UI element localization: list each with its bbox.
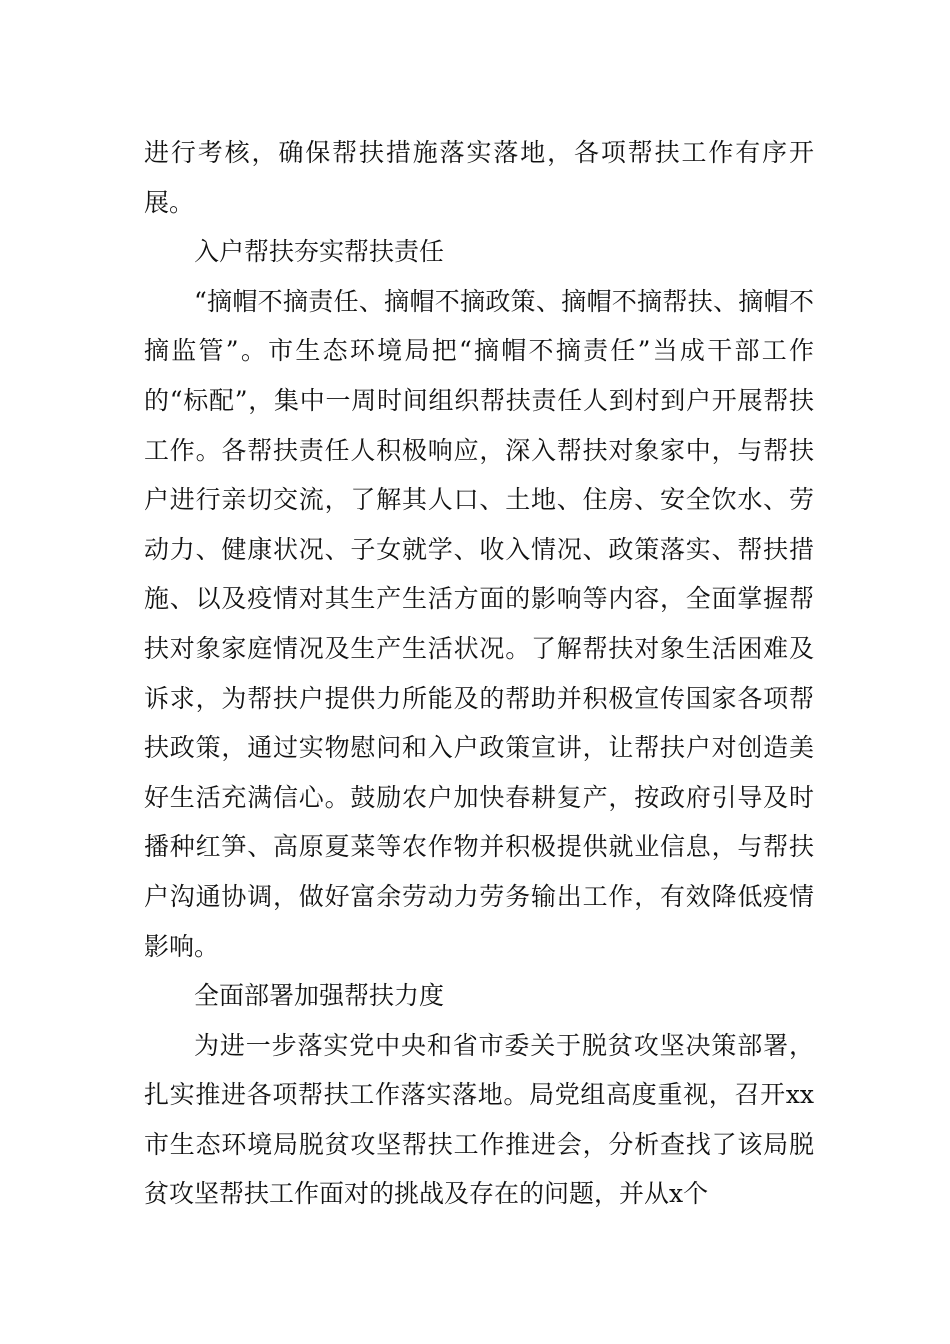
paragraph-household-assistance: “摘帽不摘责任、摘帽不摘政策、摘帽不摘帮扶、摘帽不摘监管”。市生态环境局把“摘帽不摘责任”当成干部工作的“标配”，集中一周时间组织帮扶责任人到村到户开展帮扶工作。各帮扶责任人积极响应，深入帮扶对象家中，与帮扶户进行亲切交流，了解其人口、土地、住房、安全饮水、劳动力、健康状况、子女就学、收入情况、政策落实、帮扶措施、以及疫情对其生产生活方面的影响等内容，全面掌握帮扶对象家庭情况及生产生活状况。了解帮扶对象生活困难及诉求，为帮扶户提供力所能及的帮助并积极宣传国家各项帮扶政策，通过实物慰问和入户政策宣讲，让帮扶户对创造美好生活充满信心。鼓励农户加快春耕复产，按政府引导及时播种红笋、高原夏菜等农作物并积极提供就业信息，与帮扶户沟通协调，做好富余劳动力劳务输出工作，有效降低疫情影响。 <box>144 286 814 961</box>
paragraph-comprehensive-deployment: 为进一步落实党中央和省市委关于脱贫攻坚决策部署，扎实推进各项帮扶工作落实落地。局党组高度重视，召开xx市生态环境局脱贫攻坚帮扶工作推进会，分析查找了该局脱贫攻坚帮扶工作面对的挑战及存在的问题，并从x个 <box>144 1030 814 1209</box>
document-body <box>144 128 814 1219</box>
paragraph-continuation: 进行考核，确保帮扶措施落实落地，各项帮扶工作有序开展。 <box>144 138 814 217</box>
section-heading-household-assistance: 入户帮扶夯实帮扶责任 <box>194 237 445 267</box>
section-heading-comprehensive-deployment: 全面部署加强帮扶力度 <box>194 981 445 1011</box>
